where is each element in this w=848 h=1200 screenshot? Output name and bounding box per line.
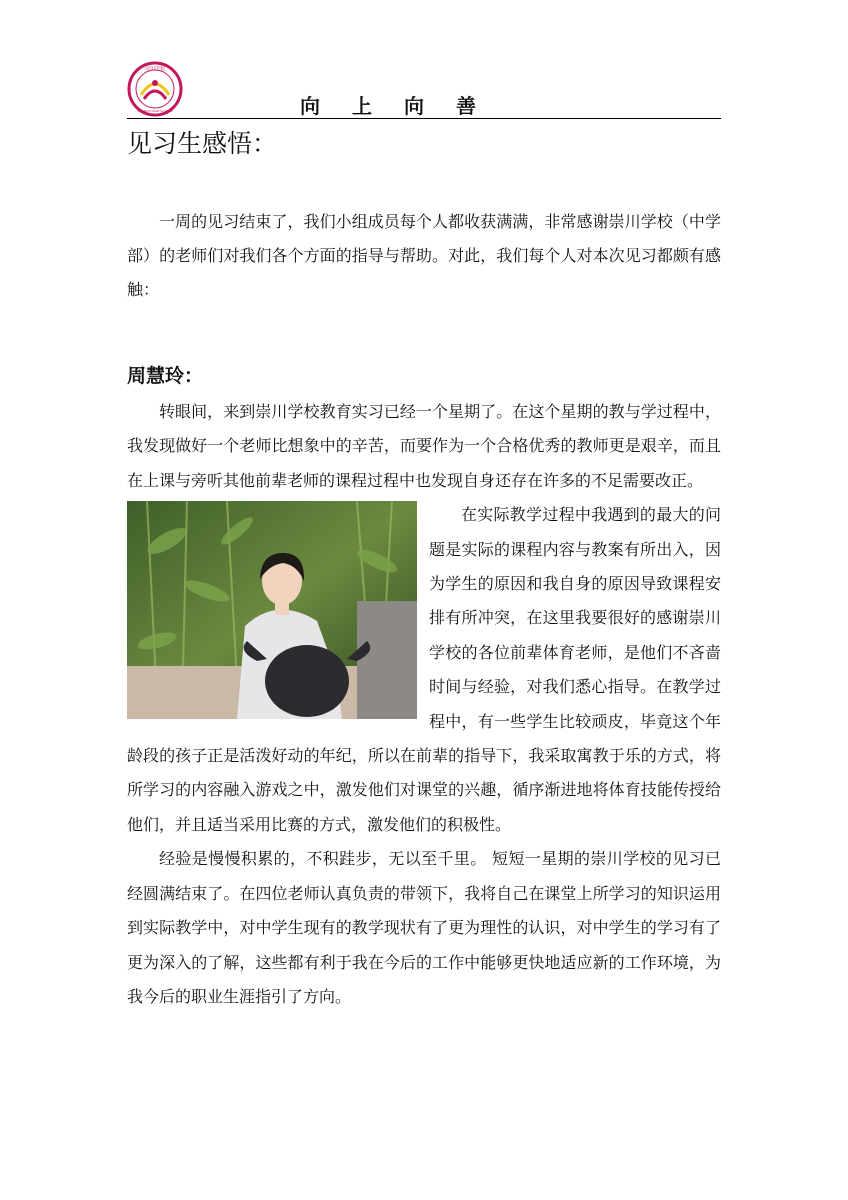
intro-paragraph: 一周的见习结束了，我们小组成员每个人都收获满满，非常感谢崇川学校（中学部）的老师们对我们各个方面的指导与帮助。对此，我们每个人对本次见习都颇有感触： (127, 212, 721, 299)
body-paragraph-2-text: 在实际教学过程中我遇到的最大的问题是实际的课程内容与教案有所出入，因为学生的原因和我自身的原因导致课程安排有所冲突，在这里我要很好的感谢崇川学校的各位前辈体育老师，是他们不吝啬时间与经验，对我们悉心指导。在教学过程中，有一些学生比较顽皮，毕竟这个年龄段的孩子正是活泼好动的年纪，所以在前辈的指导下，我采取寓教于乐的方式，将所学习的内容融入游戏之中，激发他们对课堂的兴趣，循序渐进地将体育技能传授给他们，并且适当采用比赛的方式，激发他们的积极性。 (127, 505, 721, 834)
header-divider (127, 118, 721, 119)
body-paragraph-1 (127, 395, 721, 498)
student-photo (127, 501, 417, 719)
logo-text: 崇川学校 (144, 66, 166, 72)
school-logo (127, 61, 183, 117)
header-title: 向上向善 (300, 94, 508, 118)
body-paragraph-1-text: 转眼间，来到崇川学校教育实习已经一个星期了。在这个星期的教与学过程中，我发现做好一个老师比想象中的辛苦，而要作为一个合格优秀的教师更是艰辛，而且在上课与旁听其他前辈老师的课程过程中也发现自身还存在许多的不足需要改正。 (127, 402, 721, 490)
page-title: 见习生感悟： (127, 129, 278, 158)
logo-subtext: CHONGCHUAN SCHOOL (137, 109, 173, 113)
body-paragraph-3-text: 经验是慢慢积累的，不积跬步，无以至千里。 短短一星期的崇川学校的见习已经圆满结束了。在四位老师认真负责的带领下，我将自己在课堂上所学习的知识运用到实际教学中，对中学生现有的教学现状有了更为理性的认识，对中学生的学习有了更为深入的了解，这些都有利于我在今后的工作中能够更快地适应新的工作环境，为我今后的职业生涯指引了方向。 (127, 849, 721, 1006)
section-body (127, 395, 721, 1014)
body-paragraph-2 (127, 498, 721, 842)
author-heading: 周慧玲： (127, 365, 204, 387)
body-paragraph-3 (127, 842, 721, 1014)
